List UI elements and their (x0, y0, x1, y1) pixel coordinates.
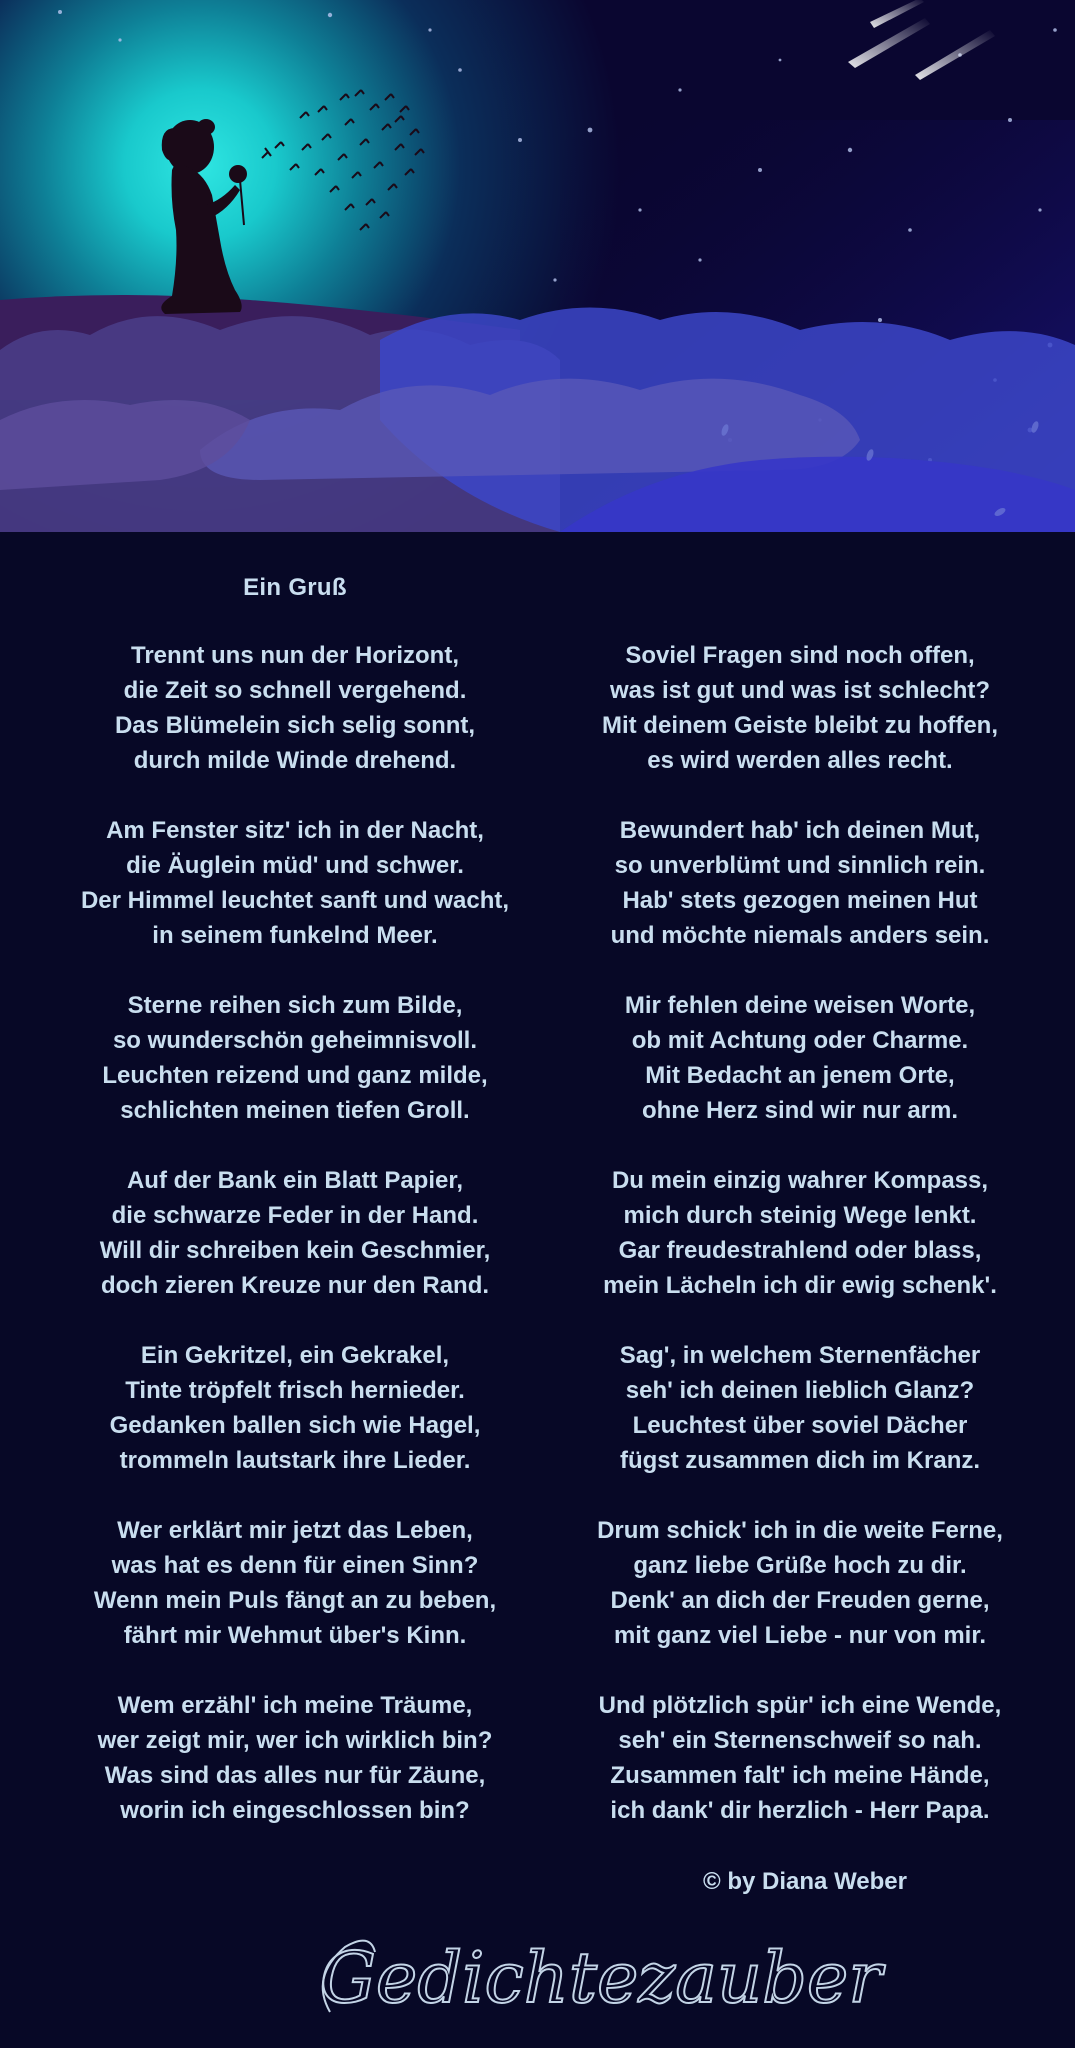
poem-line: Und plötzlich spür' ich eine Wende, (598, 1692, 1002, 1719)
poem-line: Tinte tröpfelt frisch hernieder. (125, 1377, 465, 1404)
poem-line: Gar freudestrahlend oder blass, (618, 1237, 982, 1264)
poem-line: Drum schick' ich in die weite Ferne, (597, 1517, 1003, 1544)
stanza (560, 813, 1040, 953)
poem-line: Bewundert hab' ich deinen Mut, (619, 817, 981, 844)
stanza (0, 1338, 590, 1478)
stanza (0, 638, 590, 778)
poem-line: Leuchtest über soviel Dächer (632, 1412, 968, 1439)
poem-line: mein Lächeln ich dir ewig schenk'. (603, 1272, 997, 1299)
poem-line: Sterne reihen sich zum Bilde, (127, 992, 463, 1019)
poem-line: Mit Bedacht an jenem Orte, (645, 1062, 955, 1089)
poem-line: ich dank' dir herzlich - Herr Papa. (610, 1797, 990, 1824)
poem-line: Zusammen falt' ich meine Hände, (610, 1762, 990, 1789)
poem-line: Der Himmel leuchtet sanft und wacht, (80, 887, 510, 914)
stanza (560, 1338, 1040, 1478)
poem-line: Wer erklärt mir jetzt das Leben, (117, 1517, 473, 1544)
poem-line: die schwarze Feder in der Hand. (111, 1202, 479, 1229)
poem-line: durch milde Winde drehend. (133, 747, 457, 774)
poem-line: ganz liebe Grüße hoch zu dir. (633, 1552, 967, 1579)
poem-line: seh' ich deinen lieblich Glanz? (625, 1377, 975, 1404)
poem-line: wer zeigt mir, wer ich wirklich bin? (97, 1727, 493, 1754)
stanza (560, 1163, 1040, 1303)
poem-line: doch zieren Kreuze nur den Rand. (100, 1272, 490, 1299)
poem-line: die Zeit so schnell vergehend. (123, 677, 467, 704)
stanza (0, 813, 590, 953)
poem-line: mit ganz viel Liebe - nur von mir. (613, 1622, 987, 1649)
poem-line: Wenn mein Puls fängt an zu beben, (93, 1587, 497, 1614)
poem-line: Ein Gekritzel, ein Gekrakel, (140, 1342, 450, 1369)
poem-line: ob mit Achtung oder Charme. (631, 1027, 969, 1054)
stanza (560, 988, 1040, 1128)
poem-line: Wem erzähl' ich meine Träume, (117, 1692, 473, 1719)
poem-line: schlichten meinen tiefen Groll. (120, 1097, 470, 1124)
poem-right-column (560, 638, 1040, 1828)
poem-line: es wird werden alles recht. (647, 747, 953, 774)
poem-line: Das Blümelein sich selig sonnt, (114, 712, 476, 739)
poem-line: Gedanken ballen sich wie Hagel, (109, 1412, 481, 1439)
poem-line: so unverblümt und sinnlich rein. (614, 852, 986, 879)
poem-line: Leuchten reizend und ganz milde, (102, 1062, 488, 1089)
poem-line: Hab' stets gezogen meinen Hut (622, 887, 978, 914)
poem-line: Auf der Bank ein Blatt Papier, (126, 1167, 464, 1194)
stanza (560, 1513, 1040, 1653)
poem-line: trommeln lautstark ihre Lieder. (119, 1447, 471, 1474)
stanza (0, 1688, 590, 1828)
stanza (560, 638, 1040, 778)
poem-line: was ist gut und was ist schlecht? (609, 677, 991, 704)
header-illustration (0, 0, 1075, 532)
stanza (560, 1688, 1040, 1828)
poem-title: Ein Gruß (243, 574, 347, 601)
poem-line: in seinem funkelnd Meer. (152, 922, 438, 949)
poem-line: Will dir schreiben kein Geschmier, (99, 1237, 491, 1264)
poem-line: Mir fehlen deine weisen Worte, (624, 992, 976, 1019)
stanza (0, 988, 590, 1128)
poem-line: Denk' an dich der Freuden gerne, (610, 1587, 990, 1614)
poem-line: so wunderschön geheimnisvoll. (112, 1027, 478, 1054)
poem-line: was hat es denn für einen Sinn? (111, 1552, 479, 1579)
poem-line: Am Fenster sitz' ich in der Nacht, (106, 817, 484, 844)
copyright-notice: © by Diana Weber (703, 1868, 907, 1895)
poem-section (0, 532, 1075, 2048)
clouds (0, 308, 1075, 533)
poem-line: Trennt uns nun der Horizont, (131, 642, 459, 669)
poem-line: die Äuglein müd' und schwer. (126, 852, 464, 879)
poem-line: Soviel Fragen sind noch offen, (625, 642, 975, 669)
poem-line: ohne Herz sind wir nur arm. (641, 1097, 959, 1124)
poem-line: und möchte niemals anders sein. (610, 922, 990, 949)
signature-logo (300, 1917, 882, 2037)
poem-line: worin ich eingeschlossen bin? (120, 1797, 470, 1824)
poem-line: fügst zusammen dich im Kranz. (619, 1447, 981, 1474)
poem-left-column (0, 638, 590, 1828)
stanza (0, 1513, 590, 1653)
poem-line: fährt mir Wehmut über's Kinn. (123, 1622, 467, 1649)
stanza (0, 1163, 590, 1303)
poem-line: Sag', in welchem Sternenfächer (619, 1342, 981, 1369)
signature-text: Gedichtezauber (320, 1937, 882, 2019)
poem-line: Du mein einzig wahrer Kompass, (611, 1167, 989, 1194)
poem-line: Mit deinem Geiste bleibt zu hoffen, (601, 712, 999, 739)
poem-line: Was sind das alles nur für Zäune, (104, 1762, 486, 1789)
poem-line: seh' ein Sternenschweif so nah. (618, 1727, 982, 1754)
poem-line: mich durch steinig Wege lenkt. (623, 1202, 977, 1229)
